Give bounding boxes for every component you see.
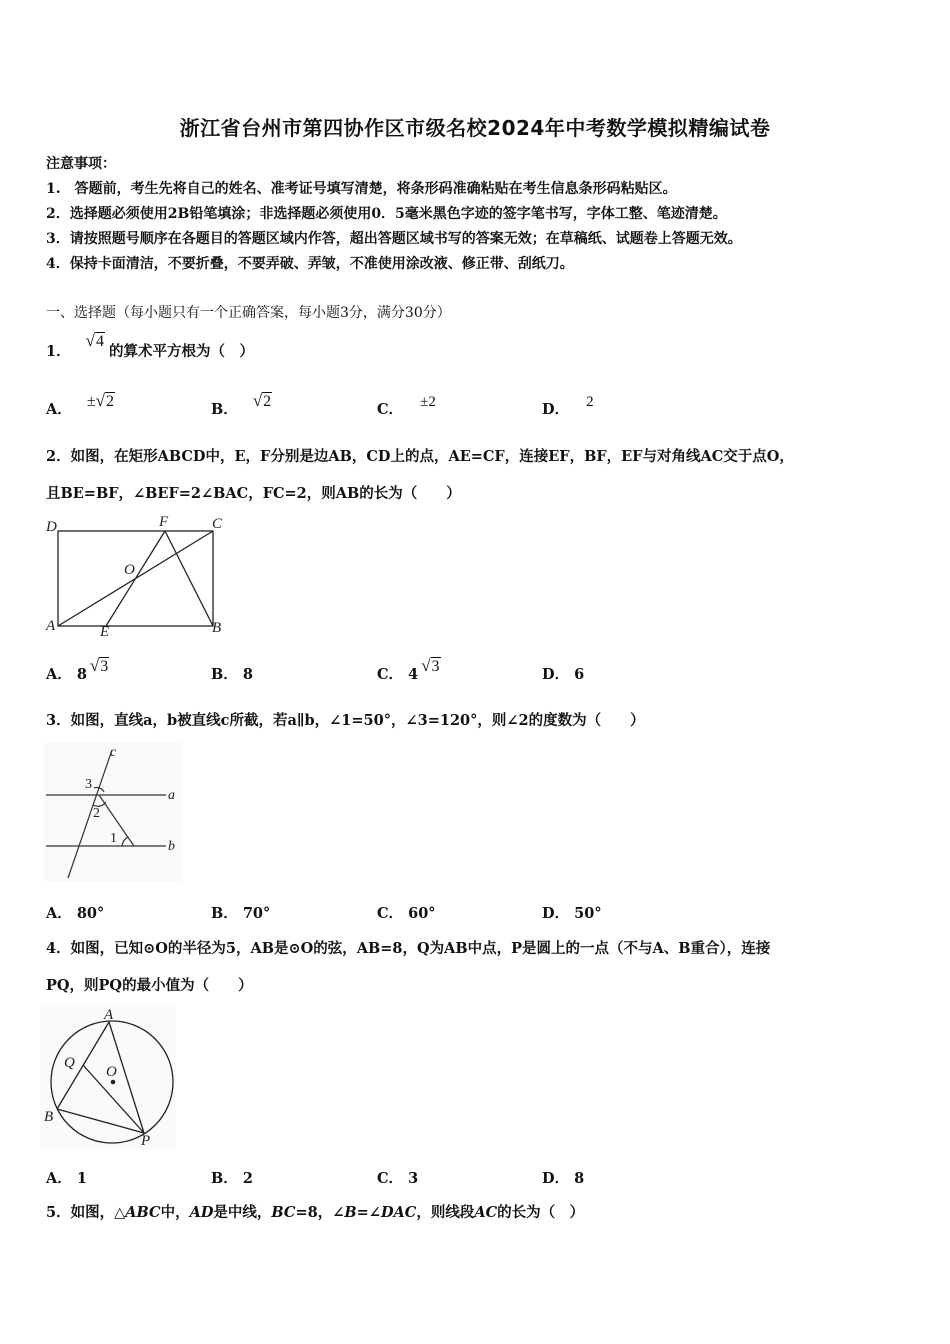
- figure-background: [44, 742, 182, 882]
- label-o: O: [124, 562, 135, 578]
- option-c[interactable]: [377, 902, 436, 923]
- option-label: C．: [377, 401, 404, 418]
- radicand: 4: [96, 333, 104, 350]
- option-value: 60°: [408, 905, 436, 922]
- option-label: D．: [542, 1170, 570, 1187]
- sqrt-expression: √3: [421, 656, 440, 675]
- notice-item: 1. 答题前，考生先将自己的姓名、准考证号填写清楚，将条形码准确粘贴在考生信息条形码粘贴区。: [46, 181, 677, 197]
- option-label: D．: [542, 666, 570, 683]
- center-point: [111, 1080, 116, 1085]
- option-value: 8: [574, 1170, 585, 1187]
- label-o: O: [106, 1064, 117, 1080]
- option-value: 8: [242, 666, 253, 683]
- radicand: 3: [100, 658, 109, 675]
- radicand: 2: [105, 393, 114, 410]
- question-1: [46, 331, 254, 361]
- option-b[interactable]: [211, 1167, 253, 1188]
- text: 5．如图，△: [46, 1204, 126, 1221]
- notice-item: 2．选择题必须使用2B铅笔填涂；非选择题必须使用0．5毫米黑色字迹的签字笔书写，字体工整、笔迹清楚。: [46, 206, 727, 222]
- sqrt-expression: √2: [252, 391, 272, 410]
- option-label: C．: [377, 905, 404, 922]
- option-label: D．: [542, 905, 570, 922]
- option-c[interactable]: [377, 394, 436, 419]
- section-heading: 一、选择题（每小题只有一个正确答案，每小题3分，满分30分）: [46, 305, 451, 321]
- label-q: Q: [64, 1055, 75, 1071]
- question-number: 1．: [46, 343, 71, 360]
- label-p: P: [141, 1133, 151, 1149]
- text: 是中线，: [213, 1204, 272, 1221]
- option-b[interactable]: [211, 663, 253, 684]
- radicand: 2: [263, 393, 272, 410]
- option-c[interactable]: [377, 656, 441, 684]
- option-c[interactable]: [377, 1167, 418, 1188]
- sqrt-expression: √3: [89, 656, 109, 675]
- coefficient: 4: [408, 666, 419, 683]
- option-value: 80°: [76, 905, 105, 922]
- label-f: F: [159, 514, 169, 530]
- option-a[interactable]: [46, 391, 115, 419]
- option-value: 70°: [242, 905, 271, 922]
- option-d[interactable]: [542, 1167, 584, 1188]
- option-value: 3: [408, 1170, 419, 1187]
- option-a[interactable]: [46, 902, 104, 923]
- option-value: 50°: [574, 905, 602, 922]
- option-b[interactable]: [211, 391, 272, 419]
- question-4-line1: 4．如图，已知⊙O的半径为5，AB是⊙O的弦，AB=8，Q为AB中点，P是圆上的一点（不与A、B重合），连接: [46, 940, 771, 957]
- notice-heading: 注意事项：: [46, 156, 116, 172]
- math-var: B: [344, 1204, 357, 1221]
- option-value: 2: [586, 394, 594, 410]
- math-var: AC: [474, 1204, 498, 1221]
- option-label: B．: [211, 905, 238, 922]
- label-d: D: [46, 519, 57, 535]
- angle-2-label: 2: [93, 806, 100, 821]
- angle-3-label: 3: [85, 777, 92, 792]
- question-5: [46, 1201, 584, 1222]
- label-a: A: [46, 618, 56, 634]
- option-d[interactable]: [542, 663, 584, 684]
- label-b: B: [44, 1109, 54, 1125]
- option-label: B．: [211, 401, 238, 418]
- plus-minus: ±: [86, 393, 96, 410]
- option-label: B．: [211, 666, 238, 683]
- option-value: 2: [242, 1170, 253, 1187]
- text: 中，: [160, 1204, 190, 1221]
- page-title: 浙江省台州市第四协作区市级名校2024年中考数学模拟精编试卷: [179, 116, 771, 140]
- label-b: b: [168, 839, 175, 854]
- label-a: A: [104, 1007, 114, 1023]
- text: =∠: [356, 1204, 381, 1221]
- parallel-lines-figure: [44, 742, 184, 884]
- notice-item: 4．保持卡面清洁，不要折叠，不要弄破、弄皱，不准使用涂改液、修正带、刮纸刀。: [46, 256, 574, 272]
- option-label: B．: [211, 1170, 238, 1187]
- option-label: A．: [46, 666, 72, 683]
- option-d[interactable]: [542, 394, 594, 419]
- math-var: ABC: [125, 1204, 161, 1221]
- text: =8，∠: [295, 1204, 345, 1221]
- option-d[interactable]: [542, 902, 602, 923]
- text: 的长为（ ）: [497, 1204, 585, 1221]
- option-value: ±2: [420, 394, 436, 410]
- angle-1-label: 1: [110, 831, 117, 846]
- option-label: A．: [46, 905, 72, 922]
- question-2-line2: 且BE=BF，∠BEF=2∠BAC，FC=2，则AB的长为（ ）: [46, 485, 461, 502]
- sqrt-expression: ±√2: [86, 391, 114, 410]
- option-label: A．: [46, 1170, 72, 1187]
- option-label: C．: [377, 666, 404, 683]
- question-text: 的算术平方根为（ ）: [109, 343, 254, 360]
- coefficient: 8: [76, 666, 87, 683]
- label-c: c: [110, 745, 117, 760]
- question-2-line1: 2．如图，在矩形ABCD中，E，F分别是边AB，CD上的点，AE=CF，连接EF，BF，EF与对角线AC交于点O，: [46, 448, 794, 465]
- notice-item: 3．请按照题号顺序在各题目的答题区域内作答，超出答题区域书写的答案无效；在草稿纸、试题卷上答题无效。: [46, 231, 742, 247]
- math-var: DAC: [380, 1204, 417, 1221]
- option-label: A．: [46, 401, 72, 418]
- sqrt-expression: √4: [85, 331, 104, 350]
- option-label: D．: [542, 401, 570, 418]
- question-3: 3．如图，直线a，b被直线c所截，若a∥b，∠1=50°，∠3=120°，则∠2的度数为（ ）: [46, 712, 645, 729]
- option-value: 1: [76, 1170, 87, 1187]
- option-a[interactable]: [46, 656, 109, 684]
- text: ，则线段: [416, 1204, 475, 1221]
- rectangle-figure: [44, 512, 234, 640]
- label-a: a: [168, 788, 175, 803]
- radicand: 3: [431, 658, 440, 675]
- circle-figure: [40, 1005, 180, 1150]
- label-b: B: [212, 620, 222, 636]
- option-value: 6: [574, 666, 585, 683]
- math-var: BC: [271, 1204, 296, 1221]
- question-4-line2: PQ，则PQ的最小值为（ ）: [46, 977, 253, 994]
- option-a[interactable]: [46, 1167, 87, 1188]
- label-c: C: [212, 516, 223, 532]
- label-e: E: [100, 624, 110, 640]
- option-b[interactable]: [211, 902, 270, 923]
- segment-ef: [106, 531, 165, 626]
- option-label: C．: [377, 1170, 404, 1187]
- math-var: AD: [189, 1204, 214, 1221]
